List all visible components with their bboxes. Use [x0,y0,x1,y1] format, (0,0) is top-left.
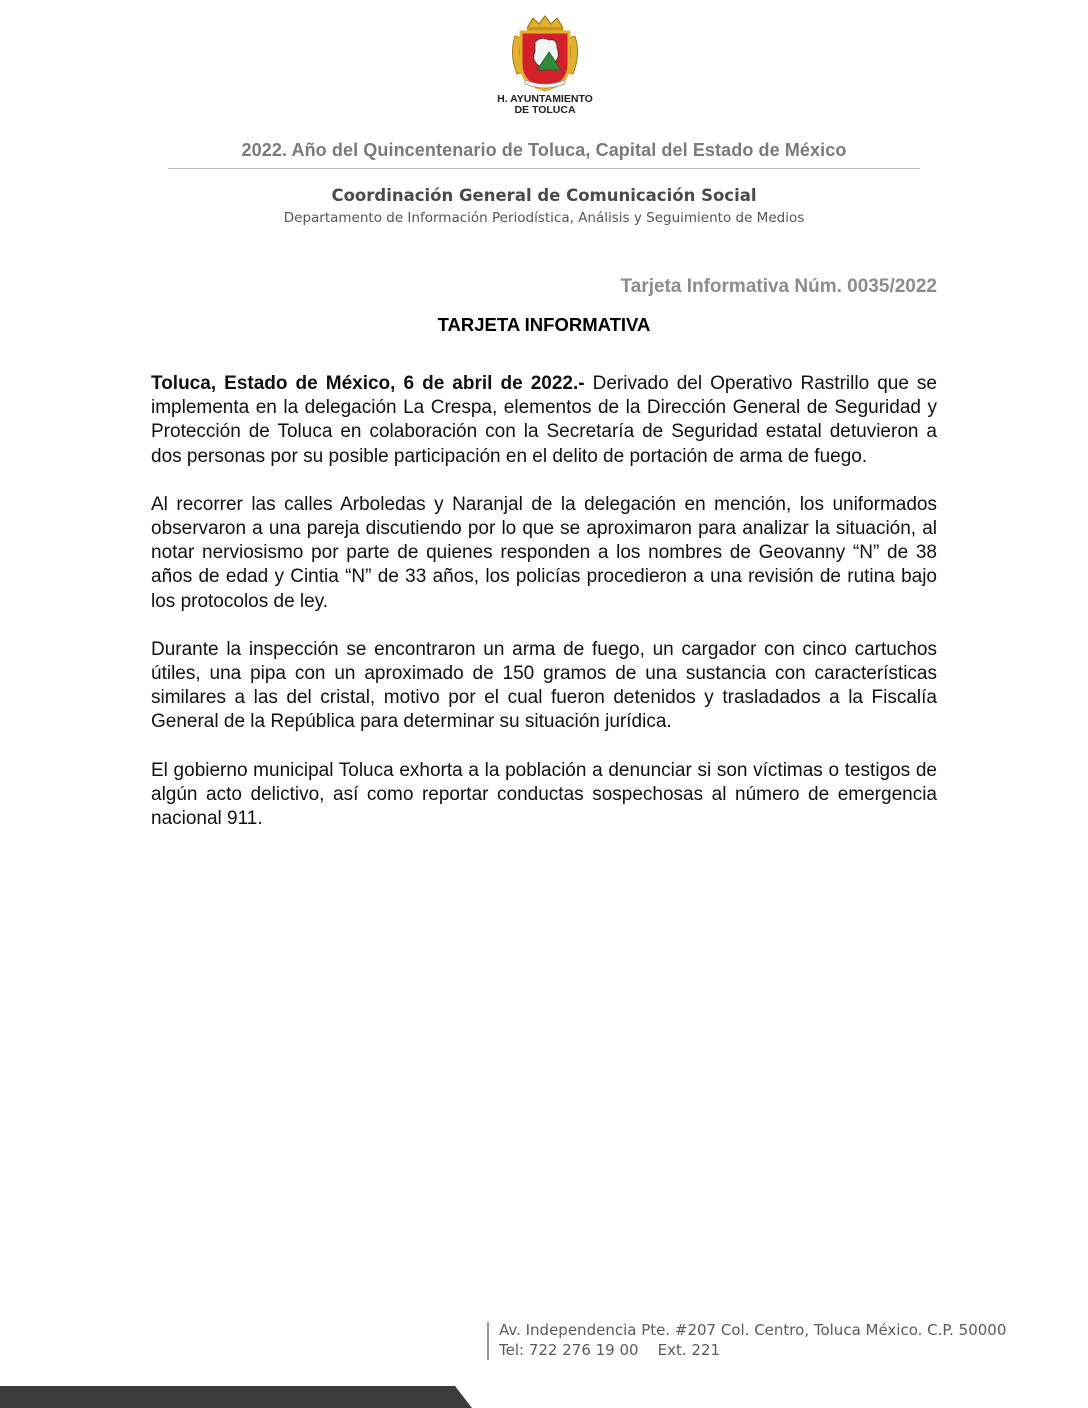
paragraph-1 [151,372,937,469]
footer-phone: Tel: 722 276 19 00 Ext. 221 [499,1341,721,1359]
bottom-band [0,1386,1088,1408]
toluca-coat-of-arms-icon [505,14,585,92]
document-body [151,372,937,855]
logo-text-line1: H. AYUNTAMIENTO [497,93,593,105]
coordination-title: Coordinación General de Comunicación Social [331,186,757,205]
motto: 2022. Año del Quincentenario de Toluca, Capital del Estado de México [241,140,847,160]
footer-divider [487,1322,489,1360]
paragraph-1-text: Derivado del Operativo Rastrillo que se implementa en la delegación La Crespa, elementos de la Dirección General de Seguridad y Protección de Toluca en colaboración con la Secretaría de Seguridad estatal detuvieron a dos personas por su posible participación en el delito de portación de arma de fuego. [151,373,937,467]
document-number: Tarjeta Informativa Núm. 0035/2022 [620,276,937,297]
dateline: Toluca, Estado de México, 6 de abril de 2022.- [151,373,585,394]
footer-contact [499,1320,1006,1360]
logo [490,14,600,116]
paragraph-4: El gobierno municipal Toluca exhorta a la población a denunciar si son víctimas o testigos de algún acto delictivo, así como reportar conductas sospechosas al número de emergencia nacional 911. [151,759,937,830]
header-divider [168,168,920,169]
paragraph-3: Durante la inspección se encontraron un arma de fuego, un cargador con cinco cartuchos útiles, una pipa con un aproximado de 150 gramos de una sustancia con características similares a las del cristal, motivo por el cual fueron detenidos y trasladados a la Fiscalía General de la República para determinar su situación jurídica. [151,638,937,733]
department-subtitle: Departamento de Información Periodística, Análisis y Seguimiento de Medios [283,210,805,226]
paragraph-2: Al recorrer las calles Arboledas y Naranjal de la delegación en mención, los uniformados observaron a una pareja discutiendo por lo que se aproximaron para analizar la situación, al notar nerviosismo por parte de quienes responden a los nombres de Geovanny “N” de 38 años de edad y Cintia “N” de 33 años, los policías procedieron a una revisión de rutina bajo los protocolos de ley. [151,493,937,612]
document-title: TARJETA INFORMATIVA [437,314,651,335]
logo-text-line2: DE TOLUCA [514,104,576,116]
footer-address: Av. Independencia Pte. #207 Col. Centro, Toluca México. C.P. 50000 [499,1321,1007,1339]
